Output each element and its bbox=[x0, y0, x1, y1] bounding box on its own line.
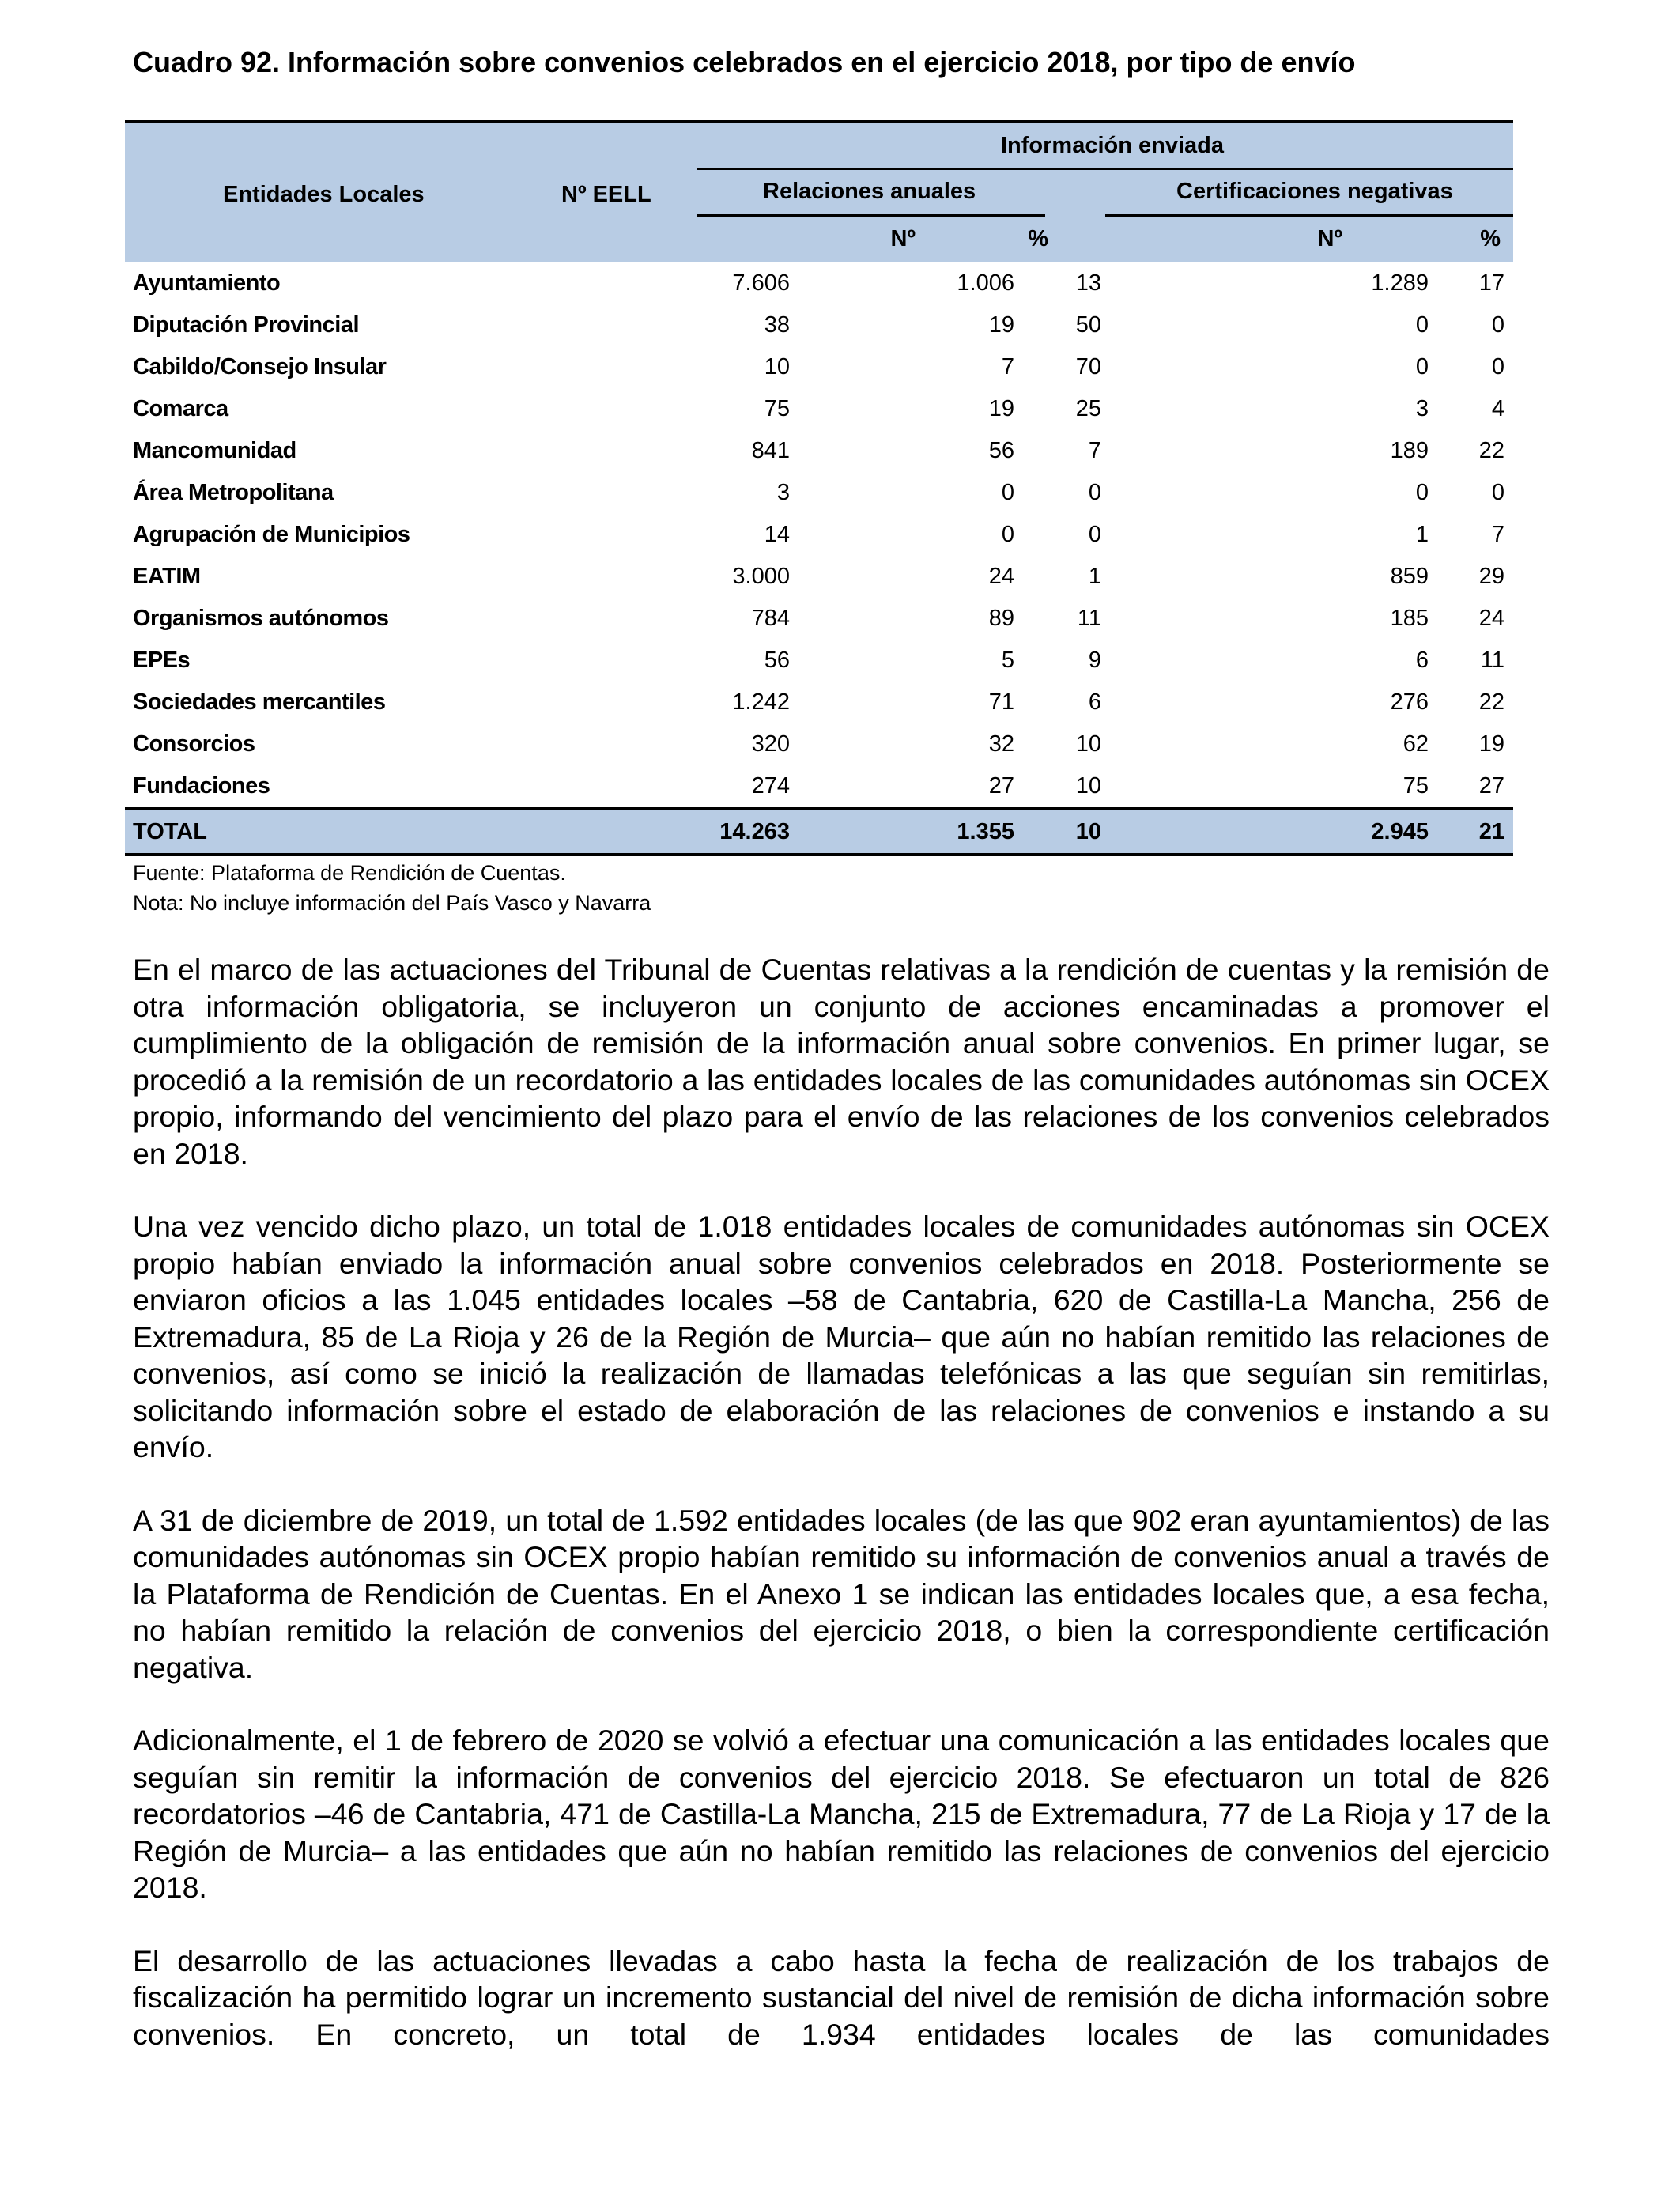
cell-cert-p: 29 bbox=[1478, 564, 1504, 589]
source-note: Fuente: Plataforma de Rendición de Cuentas. bbox=[133, 861, 566, 885]
cell-cert-p: 7 bbox=[1491, 522, 1504, 547]
total-cert-p: 21 bbox=[1478, 819, 1504, 844]
cell-cert-p: 0 bbox=[1491, 354, 1504, 380]
cell-rel-p: 13 bbox=[1075, 270, 1101, 296]
table-body bbox=[125, 262, 1513, 807]
row-label: Diputación Provincial bbox=[133, 312, 359, 338]
exclusion-note: Nota: No incluye información del País Vasco y Navarra bbox=[133, 891, 651, 915]
table-row bbox=[125, 514, 1513, 556]
table-row bbox=[125, 388, 1513, 430]
table-notes bbox=[133, 858, 651, 918]
paragraph-5: El desarrollo de las actuaciones llevadas a cabo hasta la fecha de realización de los trabajos de fiscalización ha permitido lograr un incremento sustancial del nivel de remisión de dicha información sobre convenios. En concreto, un total de 1.934 entidades locales de las comunidades bbox=[133, 1943, 1550, 2051]
table-header bbox=[125, 120, 1513, 262]
header-n2: Nº bbox=[1317, 226, 1342, 251]
cell-cert-n: 75 bbox=[1403, 773, 1429, 799]
cell-cert-n: 0 bbox=[1415, 312, 1429, 338]
table-total-row bbox=[125, 807, 1513, 856]
header-info-enviada: Información enviada bbox=[1001, 133, 1225, 158]
row-label: Cabildo/Consejo Insular bbox=[133, 354, 387, 380]
total-eell: 14.263 bbox=[719, 819, 790, 844]
row-label: Organismos autónomos bbox=[133, 606, 389, 631]
header-certificaciones: Certificaciones negativas bbox=[1176, 179, 1453, 204]
cell-rel-n: 32 bbox=[988, 731, 1014, 757]
cell-rel-p: 25 bbox=[1075, 396, 1101, 421]
row-label: EATIM bbox=[133, 564, 201, 589]
total-rel-n: 1.355 bbox=[957, 819, 1014, 844]
table-row bbox=[125, 556, 1513, 598]
cell-eell: 3 bbox=[776, 480, 790, 505]
cell-cert-p: 0 bbox=[1491, 480, 1504, 505]
table-row bbox=[125, 598, 1513, 640]
cell-eell: 1.242 bbox=[732, 689, 790, 715]
cell-rel-n: 24 bbox=[988, 564, 1014, 589]
row-label: Consorcios bbox=[133, 731, 255, 757]
cell-rel-p: 50 bbox=[1075, 312, 1101, 338]
cell-cert-n: 0 bbox=[1415, 480, 1429, 505]
table-row bbox=[125, 472, 1513, 514]
row-label: Comarca bbox=[133, 396, 228, 421]
header-relaciones: Relaciones anuales bbox=[763, 179, 976, 204]
cell-rel-n: 0 bbox=[1001, 522, 1014, 547]
cell-eell: 10 bbox=[764, 354, 790, 380]
cell-cert-n: 6 bbox=[1415, 648, 1429, 673]
cell-rel-n: 71 bbox=[988, 689, 1014, 715]
cell-rel-n: 5 bbox=[1001, 648, 1014, 673]
cell-rel-p: 10 bbox=[1075, 773, 1101, 799]
cell-rel-p: 70 bbox=[1075, 354, 1101, 380]
cell-cert-p: 22 bbox=[1478, 438, 1504, 463]
cell-eell: 38 bbox=[764, 312, 790, 338]
cell-rel-p: 11 bbox=[1077, 606, 1101, 631]
cell-eell: 7.606 bbox=[732, 270, 790, 296]
cell-cert-p: 27 bbox=[1478, 773, 1504, 799]
cell-rel-n: 89 bbox=[988, 606, 1014, 631]
cell-rel-n: 27 bbox=[988, 773, 1014, 799]
table-row bbox=[125, 262, 1513, 304]
cell-rel-n: 0 bbox=[1001, 480, 1014, 505]
total-rel-p: 10 bbox=[1075, 819, 1101, 844]
cell-eell: 274 bbox=[751, 773, 790, 799]
row-label: Fundaciones bbox=[133, 773, 270, 799]
cell-rel-p: 9 bbox=[1088, 648, 1101, 673]
cell-eell: 3.000 bbox=[732, 564, 790, 589]
cell-cert-n: 276 bbox=[1390, 689, 1429, 715]
row-label: Área Metropolitana bbox=[133, 480, 334, 505]
table-row bbox=[125, 765, 1513, 807]
cell-rel-p: 0 bbox=[1088, 522, 1101, 547]
cell-rel-n: 7 bbox=[1001, 354, 1014, 380]
total-cert-n: 2.945 bbox=[1371, 819, 1429, 844]
cell-rel-p: 0 bbox=[1088, 480, 1101, 505]
cell-cert-p: 22 bbox=[1478, 689, 1504, 715]
cell-cert-p: 24 bbox=[1478, 606, 1504, 631]
header-rule-relaciones bbox=[697, 214, 1045, 217]
cell-rel-p: 1 bbox=[1088, 564, 1101, 589]
cell-rel-p: 10 bbox=[1075, 731, 1101, 757]
cell-cert-n: 62 bbox=[1403, 731, 1429, 757]
cell-eell: 75 bbox=[764, 396, 790, 421]
header-eell: Nº EELL bbox=[561, 182, 651, 207]
cell-cert-n: 3 bbox=[1415, 396, 1429, 421]
header-p2: % bbox=[1480, 226, 1501, 251]
cell-cert-n: 1.289 bbox=[1371, 270, 1429, 296]
table-row bbox=[125, 304, 1513, 346]
total-label: TOTAL bbox=[133, 819, 207, 844]
cell-cert-p: 19 bbox=[1478, 731, 1504, 757]
cell-cert-p: 11 bbox=[1480, 648, 1504, 673]
header-n1: Nº bbox=[890, 226, 916, 251]
cell-cert-n: 859 bbox=[1390, 564, 1429, 589]
row-label: Sociedades mercantiles bbox=[133, 689, 386, 715]
cell-rel-n: 1.006 bbox=[957, 270, 1014, 296]
cell-cert-n: 1 bbox=[1415, 522, 1429, 547]
cell-cert-n: 189 bbox=[1390, 438, 1429, 463]
paragraph-4: Adicionalmente, el 1 de febrero de 2020 se volvió a efectuar una comunicación a las entidades locales que seguían sin remitir la información de convenios del ejercicio 2018. Se efectuaron un total de 826 recordatorios –46 de Cantabria, 471 de Castilla-La Mancha, 215 de Extremadura, 77 de La Rioja y 17 de la Región de Murcia– a las entidades que aún no habían remitido las relaciones de convenios del ejercicio 2018. bbox=[133, 1724, 1550, 1904]
header-p1: % bbox=[1028, 226, 1048, 251]
table-row bbox=[125, 723, 1513, 765]
table-row bbox=[125, 346, 1513, 388]
cell-cert-n: 0 bbox=[1415, 354, 1429, 380]
cell-rel-p: 6 bbox=[1088, 689, 1101, 715]
paragraph-2: Una vez vencido dicho plazo, un total de 1.018 entidades locales de comunidades autónomas sin OCEX propio habían enviado la información anual sobre convenios celebrados en 2018. Posteriormente se enviaron oficios a las 1.045 entidades locales –58 de Cantabria, 620 de Castilla-La Mancha, 256 de Extremadura, 85 de La Rioja y 26 de la Región de Murcia– que aún no habían remitido las relaciones de convenios, así como se inició la realización de llamadas telefónicas a las que seguían sin remitirlas, solicitando información sobre el estado de elaboración de las relaciones de convenios e instando a su envío. bbox=[133, 1210, 1550, 1463]
cell-rel-n: 19 bbox=[988, 312, 1014, 338]
header-rule-certificaciones bbox=[1105, 214, 1513, 217]
body-text bbox=[133, 951, 1550, 2089]
header-entities: Entidades Locales bbox=[223, 182, 425, 207]
row-label: Agrupación de Municipios bbox=[133, 522, 410, 547]
paragraph-3: A 31 de diciembre de 2019, un total de 1.592 entidades locales (de las que 902 eran ayuntamientos) de las comunidades autónomas sin OCEX propio habían remitido su información de convenios anual a través de la Plataforma de Rendición de Cuentas. En el Anexo 1 se indican las entidades locales que, a esa fecha, no habían remitido la relación de convenios del ejercicio 2018, o bien la correspondiente certificación negativa. bbox=[133, 1503, 1550, 1684]
table-row bbox=[125, 682, 1513, 723]
row-label: Mancomunidad bbox=[133, 438, 296, 463]
cell-cert-p: 0 bbox=[1491, 312, 1504, 338]
cell-eell: 320 bbox=[751, 731, 790, 757]
cell-cert-p: 17 bbox=[1478, 270, 1504, 296]
table-caption: Cuadro 92. Información sobre convenios celebrados en el ejercicio 2018, por tipo de envío bbox=[133, 46, 1356, 78]
cell-eell: 784 bbox=[751, 606, 790, 631]
cell-eell: 14 bbox=[764, 522, 790, 547]
cell-cert-p: 4 bbox=[1491, 396, 1504, 421]
header-rule-info bbox=[697, 168, 1513, 170]
table-row bbox=[125, 640, 1513, 682]
paragraph-1: En el marco de las actuaciones del Tribunal de Cuentas relativas a la rendición de cuentas y la remisión de otra información obligatoria, se incluyeron un conjunto de acciones encaminadas a promover el cumplimiento de la obligación de remisión de la información anual sobre convenios. En primer lugar, se procedió a la remisión de un recordatorio a las entidades locales de las comunidades autónomas sin OCEX propio, informando del vencimiento del plazo para el envío de las relaciones de los convenios celebrados en 2018. bbox=[133, 953, 1550, 1170]
row-label: EPEs bbox=[133, 648, 191, 673]
convenios-table bbox=[125, 120, 1513, 856]
cell-rel-n: 56 bbox=[988, 438, 1014, 463]
cell-cert-n: 185 bbox=[1390, 606, 1429, 631]
cell-rel-p: 7 bbox=[1088, 438, 1101, 463]
cell-rel-n: 19 bbox=[988, 396, 1014, 421]
cell-eell: 56 bbox=[764, 648, 790, 673]
table-row bbox=[125, 430, 1513, 472]
row-label: Ayuntamiento bbox=[133, 270, 281, 296]
cell-eell: 841 bbox=[751, 438, 790, 463]
